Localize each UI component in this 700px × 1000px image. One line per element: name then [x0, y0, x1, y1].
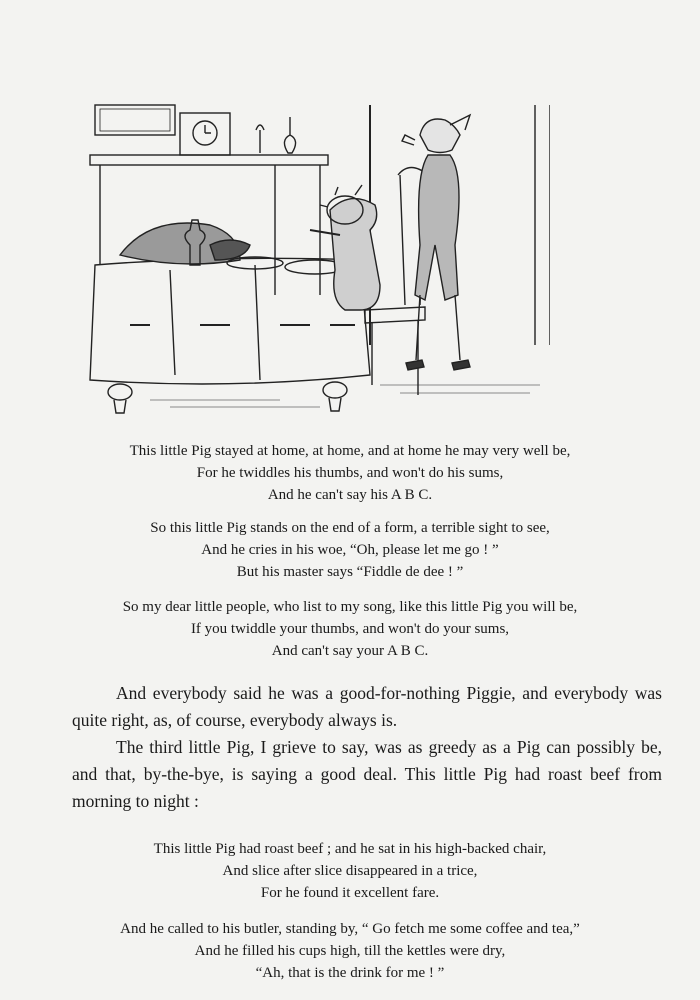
prose-text — [72, 680, 662, 815]
verse-line: This little Pig stayed at home, at home, and at home he may very well be, — [129, 443, 571, 459]
verse-line: For he twiddles his thumbs, and won't do his sums, — [196, 465, 504, 481]
verse-stanza-1 — [0, 440, 700, 506]
verse-line: “Ah, that is the drink for me ! ” — [255, 965, 445, 981]
prose-paragraph: The third little Pig, I grieve to say, was as greedy as a Pig can possibly be, and that, by-the-bye, is saying a good deal. This little Pig had roast beef from morning to night : — [72, 737, 662, 811]
verse-line: For he found it excellent fare. — [260, 885, 440, 901]
verse-line: But his master says “Fiddle de dee ! ” — [236, 564, 464, 580]
verse-line: And he cries in his woe, “Oh, please let me go ! ” — [201, 542, 499, 558]
verse-line: This little Pig had roast beef ; and he sat in his high-backed chair, — [153, 841, 547, 857]
verse-line: So this little Pig stands on the end of a form, a terrible sight to see, — [150, 520, 550, 536]
verse-line: And slice after slice disappeared in a trice, — [222, 863, 478, 879]
verse-line: If you twiddle your thumbs, and won't do your sums, — [190, 621, 510, 637]
verse-line: And he filled his cups high, till the kettles were dry, — [194, 943, 506, 959]
pig-dinner-illustration — [80, 95, 550, 425]
verse-stanza-3 — [0, 596, 700, 662]
verse-stanza-4 — [0, 838, 700, 904]
prose-paragraph: And everybody said he was a good-for-nothing Piggie, and everybody was quite right, as, of course, everybody always is. — [72, 683, 662, 730]
verse-stanza-2 — [0, 517, 700, 583]
verse-stanza-5 — [0, 918, 700, 984]
verse-line: So my dear little people, who list to my song, like this little Pig you will be, — [122, 599, 578, 615]
verse-line: And can't say your A B C. — [271, 643, 429, 659]
verse-line: And he called to his butler, standing by, “ Go fetch me some coffee and tea,” — [120, 921, 580, 937]
verse-line: And he can't say his A B C. — [267, 487, 433, 503]
